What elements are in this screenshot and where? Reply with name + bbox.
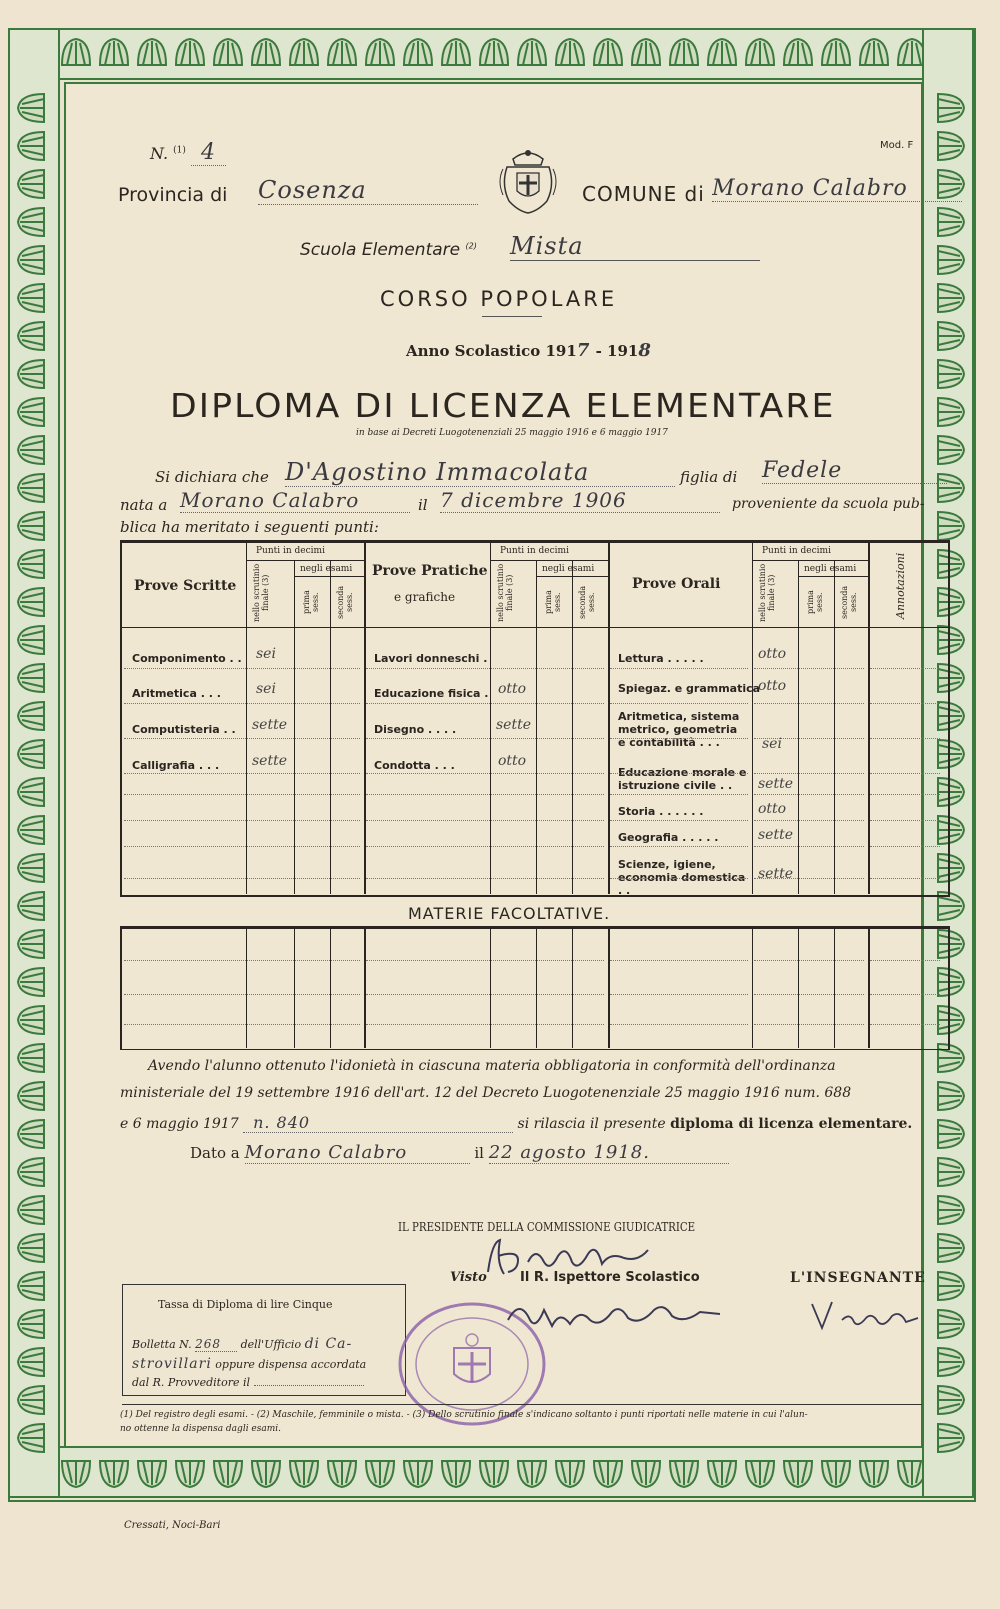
row-guide-line (754, 960, 864, 961)
row-guide-line (124, 994, 360, 995)
row-guide-line (870, 773, 940, 774)
row-guide-line (124, 738, 360, 739)
subject-label: Spiegaz. e grammatica (618, 682, 761, 695)
punti-decimi-label: Punti in decimi (256, 546, 325, 556)
conclusion-line-1: Avendo l'alunno ottenuto l'idonietà in ciascuna materia obbligatoria in conformità dell'ordinanza (148, 1058, 836, 1074)
row-guide-line (366, 878, 604, 879)
nello-scrutinio-label: nello scrutinio finale (3) (496, 563, 514, 623)
subject-grade: sette (252, 753, 288, 769)
row-guide-line (754, 794, 864, 795)
royal-coat-of-arms-icon (493, 145, 563, 215)
row-guide-line (124, 820, 360, 821)
tassa-title: Tassa di Diploma di lire Cinque (158, 1298, 333, 1311)
row-guide-line (124, 703, 360, 704)
nata-a-label: nata a (120, 496, 168, 514)
row-guide-line (366, 820, 604, 821)
punti-decimi-label: Punti in decimi (500, 546, 569, 556)
row-guide-line (610, 794, 748, 795)
subject-grade: sette (496, 717, 532, 733)
corso-title: CORSO POPOLARE (380, 287, 618, 311)
row-guide-line (366, 846, 604, 847)
seconda-sess-label: seconda sess. (578, 585, 596, 619)
row-guide-line (366, 1024, 604, 1025)
row-guide-line (754, 703, 864, 704)
father-name: Fedele (762, 458, 947, 484)
document-title: DIPLOMA DI LICENZA ELEMENTARE (170, 386, 836, 425)
row-guide-line (610, 846, 748, 847)
registry-number: N. $^{(1)}$ 4 (150, 140, 226, 165)
subject-label: Scienze, igiene, economia domestica . . (618, 858, 746, 897)
anno-scolastico: Anno Scolastico 1917 - 1918 (406, 340, 652, 361)
row-guide-line (124, 960, 360, 961)
conclusion-line-2: ministeriale del 19 settembre 1916 dell'art. 12 del Decreto Luogotenenziale 25 maggio 1916 num. 688 (120, 1085, 852, 1101)
row-guide-line (754, 738, 864, 739)
subject-grade: otto (758, 646, 787, 662)
seconda-sess-label: seconda sess. (336, 585, 354, 619)
comune-value: Morano Calabro (712, 176, 962, 202)
row-guide-line (610, 738, 748, 739)
row-guide-line (870, 794, 940, 795)
row-guide-line (610, 703, 748, 704)
il-label: il (418, 496, 428, 514)
prima-sess-label: prima sess. (302, 590, 320, 614)
subject-grade: sei (762, 736, 782, 752)
row-guide-line (754, 846, 864, 847)
row-guide-line (754, 668, 864, 669)
footnote-divider (122, 1404, 922, 1405)
row-guide-line (610, 994, 748, 995)
row-guide-line (754, 773, 864, 774)
subject-grade: otto (498, 753, 527, 769)
nello-scrutinio-label: nello scrutinio finale (3) (758, 563, 776, 623)
scuola-label: Scuola Elementare $^{(2)}$ (300, 240, 477, 260)
border-ornament-top (8, 28, 974, 80)
subject-label: Educazione fisica . (374, 687, 489, 700)
row-guide-line (366, 668, 604, 669)
annotazioni-label: Annotazioni (894, 552, 907, 620)
printer-mark: Cressati, Noci-Bari (124, 1520, 221, 1531)
subject-label: Aritmetica . . . (132, 687, 221, 700)
provveditore-line: dal R. Provveditore il (132, 1376, 364, 1389)
footnote-line-1: (1) Del registro degli esami. - (2) Maschile, femminile o mista. - (3) Dello scrutinio finale s'indicano soltanto i punti riportati nelle materie in cui l'alun- (120, 1410, 808, 1420)
subject-label: Educazione morale e istruzione civile . . (618, 766, 747, 792)
row-guide-line (610, 960, 748, 961)
row-guide-line (610, 773, 748, 774)
footnote-line-2: no ottenne la dispensa dagli esami. (120, 1424, 282, 1434)
subject-grade: sette (758, 776, 794, 792)
ispettore-signature-icon (500, 1290, 730, 1340)
seconda-sess-label: seconda sess. (840, 585, 858, 619)
row-guide-line (754, 820, 864, 821)
row-guide-line (366, 994, 604, 995)
subject-grade: sei (256, 646, 276, 662)
dato-a-line: Dato a Morano Calabro il 22 agosto 1918. (190, 1142, 729, 1164)
row-guide-line (754, 1024, 864, 1025)
negli-esami-label: negli esami (300, 564, 353, 574)
insegnante-label: L'INSEGNANTE (790, 1270, 926, 1286)
comune-label: COMUNE di (582, 182, 705, 206)
prove-scritte-header: Prove Scritte (134, 578, 237, 594)
subject-grade: sette (252, 717, 288, 733)
row-guide-line (124, 794, 360, 795)
insegnante-signature-icon (806, 1292, 926, 1336)
prove-pratiche-header: Prove Pratiche (372, 563, 488, 579)
row-guide-line (870, 738, 940, 739)
subject-label: Lavori donneschi . (374, 652, 488, 665)
row-guide-line (870, 820, 940, 821)
row-guide-line (610, 1024, 748, 1025)
conclusion-line-3: e 6 maggio 1917 n. 840 si rilascia il presente diploma di licenza elementare. (120, 1113, 913, 1132)
materie-facoltative-title: MATERIE FACOLTATIVE. (408, 904, 611, 923)
negli-esami-label: negli esami (542, 564, 595, 574)
row-guide-line (610, 668, 748, 669)
divider (482, 316, 542, 317)
prove-orali-header: Prove Orali (632, 576, 721, 592)
row-guide-line (366, 703, 604, 704)
proveniente-label: proveniente da scuola pub- (732, 496, 925, 512)
row-guide-line (870, 960, 940, 961)
row-guide-line (124, 773, 360, 774)
subject-label: Storia . . . . . . (618, 805, 704, 818)
negli-esami-label: negli esami (804, 564, 857, 574)
row-guide-line (124, 1024, 360, 1025)
si-dichiara-label: Si dichiara che (155, 468, 269, 486)
figlia-di-label: figlia di (680, 468, 738, 486)
table-header-divider (120, 627, 948, 628)
nello-scrutinio-label: nello scrutinio finale (3) (252, 563, 270, 623)
row-guide-line (870, 703, 940, 704)
subject-grade: otto (498, 681, 527, 697)
subject-grade: otto (758, 678, 787, 694)
meritato-label: blica ha meritato i seguenti punti: (120, 518, 379, 536)
ispettore-label: Il R. Ispettore Scolastico (520, 1270, 700, 1285)
prove-pratiche-subheader: e grafiche (394, 590, 456, 604)
row-guide-line (870, 846, 940, 847)
subject-grade: sette (758, 827, 794, 843)
provincia-label: Provincia di (118, 184, 228, 206)
subject-label: Aritmetica, sistema metrico, geometria e contabilità . . . (618, 710, 740, 749)
row-guide-line (870, 878, 940, 879)
model-label: Mod. F (880, 140, 914, 151)
row-guide-line (610, 878, 748, 879)
row-guide-line (366, 773, 604, 774)
row-guide-line (124, 846, 360, 847)
prima-sess-label: prima sess. (544, 590, 562, 614)
prima-sess-label: prima sess. (806, 590, 824, 614)
row-guide-line (124, 878, 360, 879)
subject-label: Computisteria . . (132, 723, 236, 736)
row-guide-line (754, 994, 864, 995)
subject-label: Geografia . . . . . (618, 831, 719, 844)
row-guide-line (870, 1024, 940, 1025)
row-guide-line (366, 794, 604, 795)
row-guide-line (124, 668, 360, 669)
punti-decimi-label: Punti in decimi (762, 546, 831, 556)
birthplace: Morano Calabro (180, 488, 410, 513)
row-guide-line (870, 668, 940, 669)
subject-label: Condotta . . . (374, 759, 455, 772)
birthdate: 7 dicembre 1906 (440, 488, 720, 513)
facoltative-table (120, 926, 950, 1050)
bolletta-line-2: strovillari oppure dispensa accordata (132, 1356, 367, 1372)
row-guide-line (754, 878, 864, 879)
presidente-label: IL PRESIDENTE DELLA COMMISSIONE GIUDICATRICE (398, 1220, 696, 1234)
row-guide-line (366, 738, 604, 739)
scuola-value: Mista (510, 232, 760, 261)
subject-grade: sette (758, 866, 794, 882)
provincia-value: Cosenza (258, 176, 478, 205)
subject-label: Componimento . . (132, 652, 242, 665)
subject-label: Lettura . . . . . (618, 652, 704, 665)
row-guide-line (366, 960, 604, 961)
subject-grade: otto (758, 801, 787, 817)
border-ornament-bottom (8, 1446, 974, 1498)
document-subtitle: in base ai Decreti Luogotenenziali 25 maggio 1916 e 6 maggio 1917 (356, 428, 668, 438)
border-ornament-left (8, 28, 60, 1498)
subject-label: Disegno . . . . (374, 723, 457, 736)
student-name: D'Agostino Immacolata (285, 458, 675, 487)
visto-label: Visto (450, 1270, 487, 1285)
row-guide-line (610, 820, 748, 821)
subject-grade: sei (256, 681, 276, 697)
row-guide-line (870, 994, 940, 995)
bolletta-line: Bolletta N. 268 dell'Ufficio di Ca- (132, 1336, 353, 1352)
subject-label: Calligrafia . . . (132, 759, 220, 772)
